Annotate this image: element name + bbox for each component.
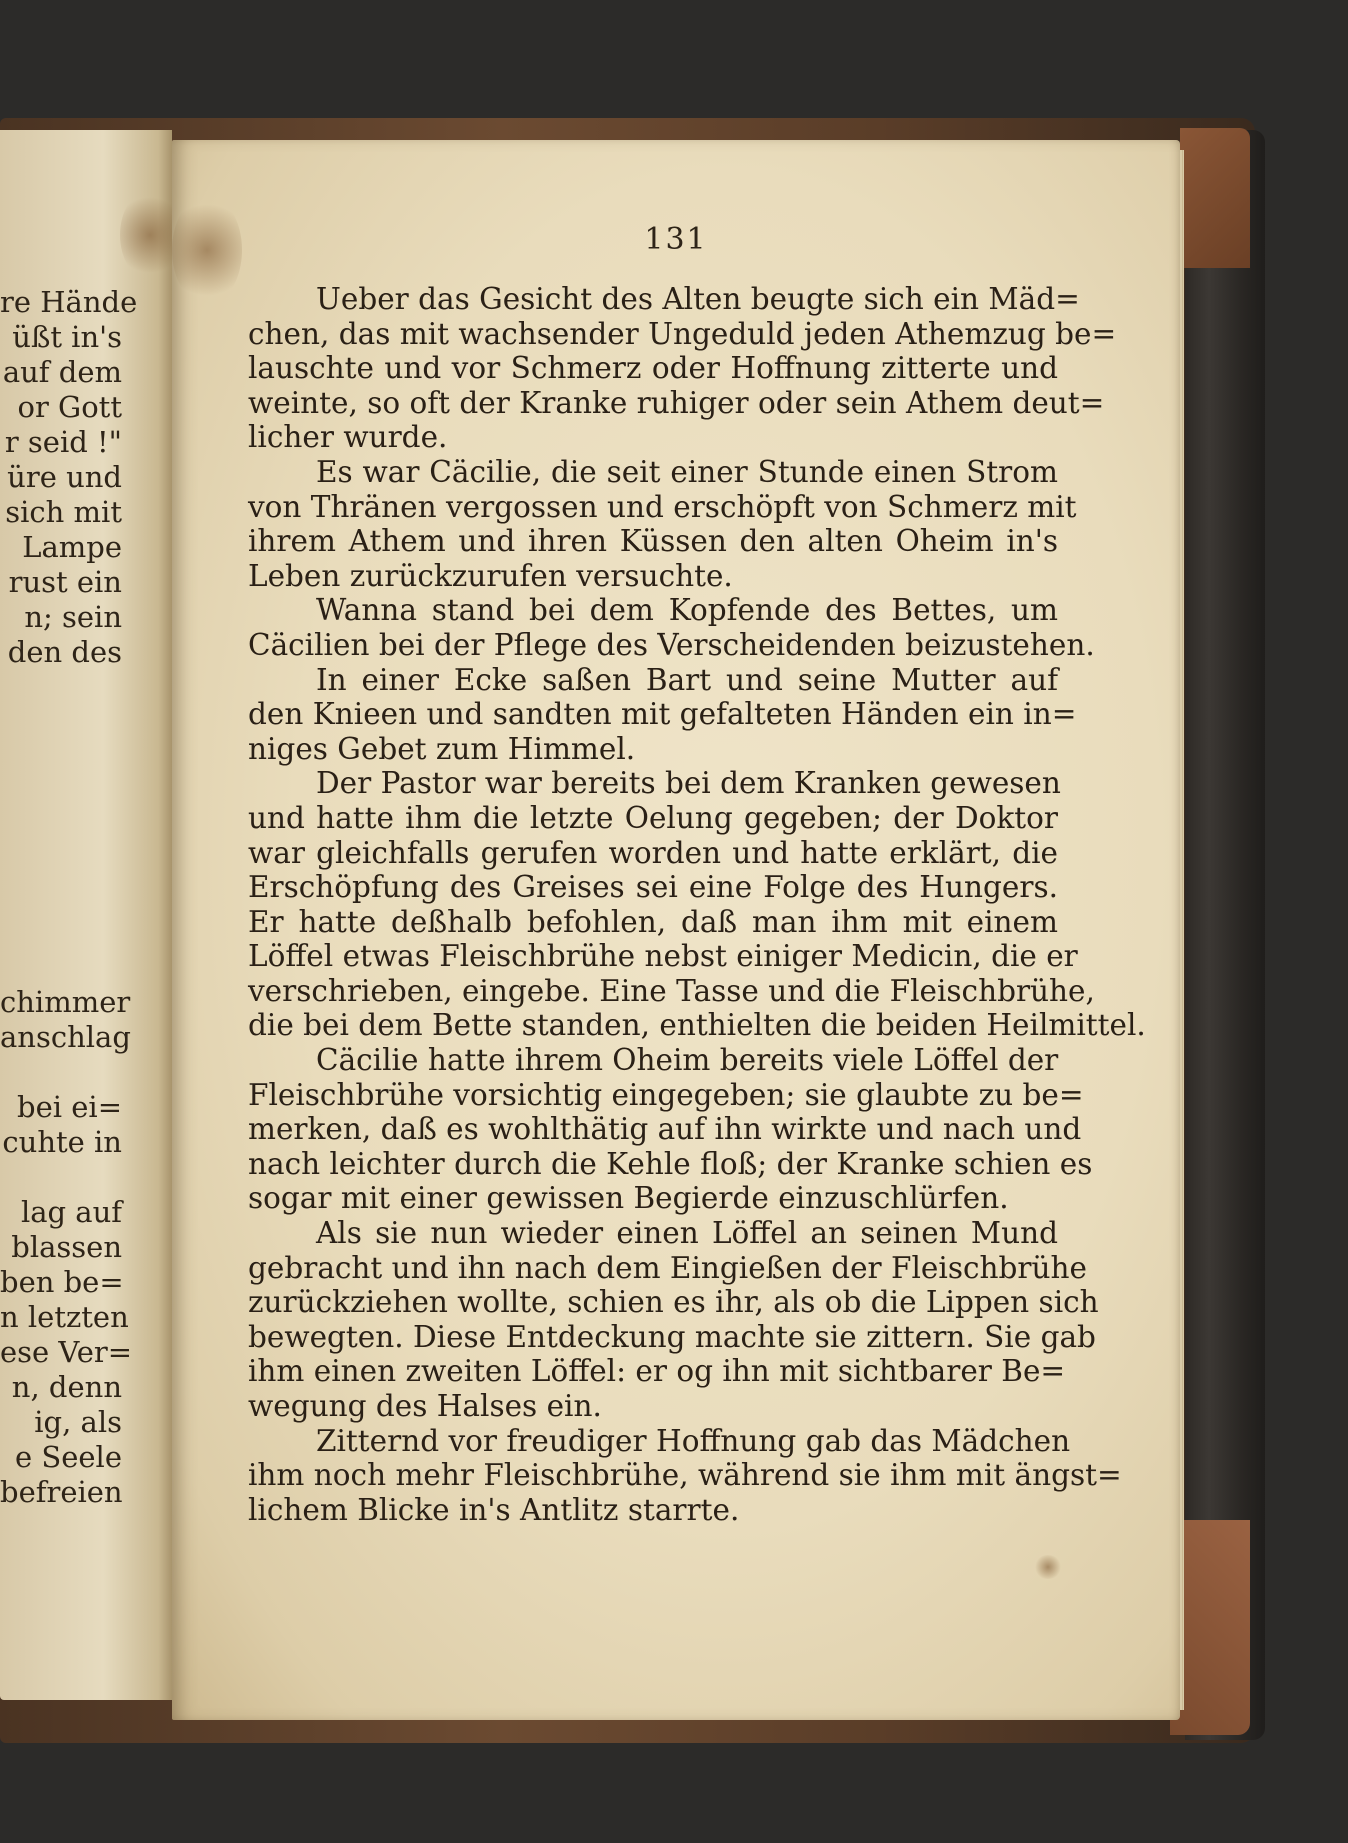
left-page-fragment: Lampe bbox=[22, 530, 122, 564]
page-stain bbox=[120, 190, 172, 280]
text-line: Fleischbrühe vorsichtig eingegeben; sie glaubte zu be= bbox=[248, 1077, 1084, 1112]
text-line: bewegten. Diese Entdeckung machte sie zittern. Sie gab bbox=[248, 1319, 1096, 1354]
left-page-text bbox=[0, 285, 138, 1510]
text-line: licher wurde. bbox=[248, 420, 448, 455]
left-page-fragment: chimmer bbox=[0, 985, 131, 1019]
left-page-fragment: re Hände bbox=[0, 285, 138, 319]
text-line: ihrem Athem und ihren Küssen den alten Oheim in's bbox=[248, 524, 1058, 559]
left-page-fragment: sich mit bbox=[5, 495, 122, 529]
text-line: die bei dem Bette standen, enthielten die beiden Heilmittel. bbox=[248, 1008, 1146, 1043]
text-line: lichem Blicke in's Antlitz starrte. bbox=[248, 1492, 740, 1527]
text-line: Ueber das Gesicht des Alten beugte sich ein Mäd= bbox=[316, 282, 1080, 316]
text-line: zurückziehen wollte, schien es ihr, als ob die Lippen sich bbox=[248, 1285, 1099, 1320]
left-page-fragment: den des bbox=[7, 635, 122, 669]
left-page-fragment: ese Ver= bbox=[0, 1335, 133, 1369]
left-page-fragment: rust ein bbox=[8, 565, 122, 599]
text-line: lauschte und vor Schmerz oder Hoffnung zitterte und bbox=[248, 351, 1058, 386]
text-line: gebracht und ihn nach dem Eingießen der Fleischbrühe bbox=[248, 1250, 1087, 1285]
left-page bbox=[0, 130, 172, 1700]
text-line: Wanna stand bei dem Kopfende des Bettes, um bbox=[316, 593, 1058, 628]
text-line: Als sie nun wieder einen Löffel an seinen Mund bbox=[316, 1216, 1058, 1251]
text-line: Leben zurückzurufen versuchte. bbox=[248, 558, 733, 593]
text-line: Cäcilie hatte ihrem Oheim bereits viele Löffel der bbox=[316, 1043, 1059, 1078]
text-line: von Thränen vergossen und erschöpft von Schmerz mit bbox=[248, 489, 1077, 524]
left-page-fragment: r seid !" bbox=[4, 425, 122, 459]
left-page-fragment: blassen bbox=[11, 1230, 122, 1264]
text-line: den Knieen und sandten mit gefalteten Händen ein in= bbox=[248, 697, 1077, 732]
left-page-fragment bbox=[0, 950, 122, 985]
left-page-fragment: üßt in's bbox=[12, 320, 122, 354]
left-page-fragment: auf dem bbox=[2, 355, 122, 389]
text-line: weinte, so oft der Kranke ruhiger oder sein Athem deut= bbox=[248, 385, 1105, 420]
text-line: Cäcilien bei der Pflege des Verscheidenden beizustehen. bbox=[248, 627, 1095, 662]
left-page-fragment: or Gott bbox=[17, 390, 122, 424]
left-page-fragment bbox=[0, 775, 122, 810]
text-line: sogar mit einer gewissen Begierde einzuschlürfen. bbox=[248, 1181, 1009, 1216]
left-page-fragment bbox=[0, 670, 122, 705]
text-line: Er hatte deßhalb befohlen, daß man ihm mit einem bbox=[248, 904, 1058, 939]
left-page-fragment: lag auf bbox=[20, 1195, 122, 1229]
left-page-fragment: n; sein bbox=[24, 600, 122, 634]
left-page-fragment: üre und bbox=[7, 460, 122, 494]
page-body-text bbox=[248, 282, 1146, 1527]
left-page-fragment bbox=[0, 1160, 122, 1195]
cover-spine-edge bbox=[1185, 130, 1265, 1740]
text-line: Der Pastor war bereits bei dem Kranken gewesen bbox=[316, 766, 1061, 801]
leather-corner-top bbox=[1180, 128, 1250, 268]
text-line: Erschöpfung des Greises sei eine Folge des Hungers. bbox=[248, 870, 1058, 905]
left-page-fragment bbox=[0, 810, 122, 845]
text-line: ihm einen zweiten Löffel: er og ihn mit sichtbarer Be= bbox=[248, 1354, 1066, 1389]
text-line: niges Gebet zum Himmel. bbox=[248, 731, 636, 766]
left-page-fragment: anschlag bbox=[0, 1020, 131, 1054]
left-page-fragment: ig, als bbox=[34, 1405, 122, 1439]
text-line: verschrieben, eingebe. Eine Tasse und die Fleischbrühe, bbox=[248, 973, 1095, 1008]
left-page-fragment: e Seele bbox=[14, 1440, 122, 1474]
text-line: nach leichter durch die Kehle floß; der Kranke schien es bbox=[248, 1146, 1093, 1181]
text-line: ihm noch mehr Fleischbrühe, während sie ihm mit ängst= bbox=[248, 1458, 1122, 1493]
page-stain bbox=[1034, 1555, 1062, 1579]
left-page-fragment bbox=[0, 880, 122, 915]
left-page-fragment: ben be= bbox=[0, 1265, 124, 1299]
text-line: In einer Ecke saßen Bart und seine Mutter auf bbox=[316, 662, 1058, 697]
left-page-fragment bbox=[0, 740, 122, 775]
left-page-fragment bbox=[0, 1055, 122, 1090]
text-line: Löffel etwas Fleischbrühe nebst einiger Medicin, die er bbox=[248, 939, 1078, 974]
right-page bbox=[172, 140, 1180, 1720]
text-line: war gleichfalls gerufen worden und hatte erklärt, die bbox=[248, 835, 1058, 870]
left-page-fragment: cuhte in bbox=[2, 1125, 122, 1159]
left-page-fragment: n, denn bbox=[11, 1370, 122, 1404]
left-page-fragment bbox=[0, 705, 122, 740]
text-line: und hatte ihm die letzte Oelung gegeben; der Doktor bbox=[248, 800, 1058, 835]
left-page-fragment: befreien bbox=[0, 1475, 123, 1509]
left-page-fragment bbox=[0, 845, 122, 880]
left-page-fragment: n letzten bbox=[0, 1300, 129, 1334]
left-page-fragment: bei ei= bbox=[17, 1090, 122, 1124]
left-page-fragment bbox=[0, 915, 122, 950]
text-line: chen, das mit wachsender Ungeduld jeden Athemzug be= bbox=[248, 316, 1117, 351]
text-line: Es war Cäcilie, die seit einer Stunde einen Strom bbox=[316, 454, 1058, 489]
text-line: Zitternd vor freudiger Hoffnung gab das Mädchen bbox=[316, 1423, 1071, 1458]
text-line: wegung des Halses ein. bbox=[248, 1389, 602, 1423]
text-line: merken, daß es wohlthätig auf ihn wirkte und nach und bbox=[248, 1112, 1082, 1147]
page-number: 131 bbox=[644, 222, 708, 257]
